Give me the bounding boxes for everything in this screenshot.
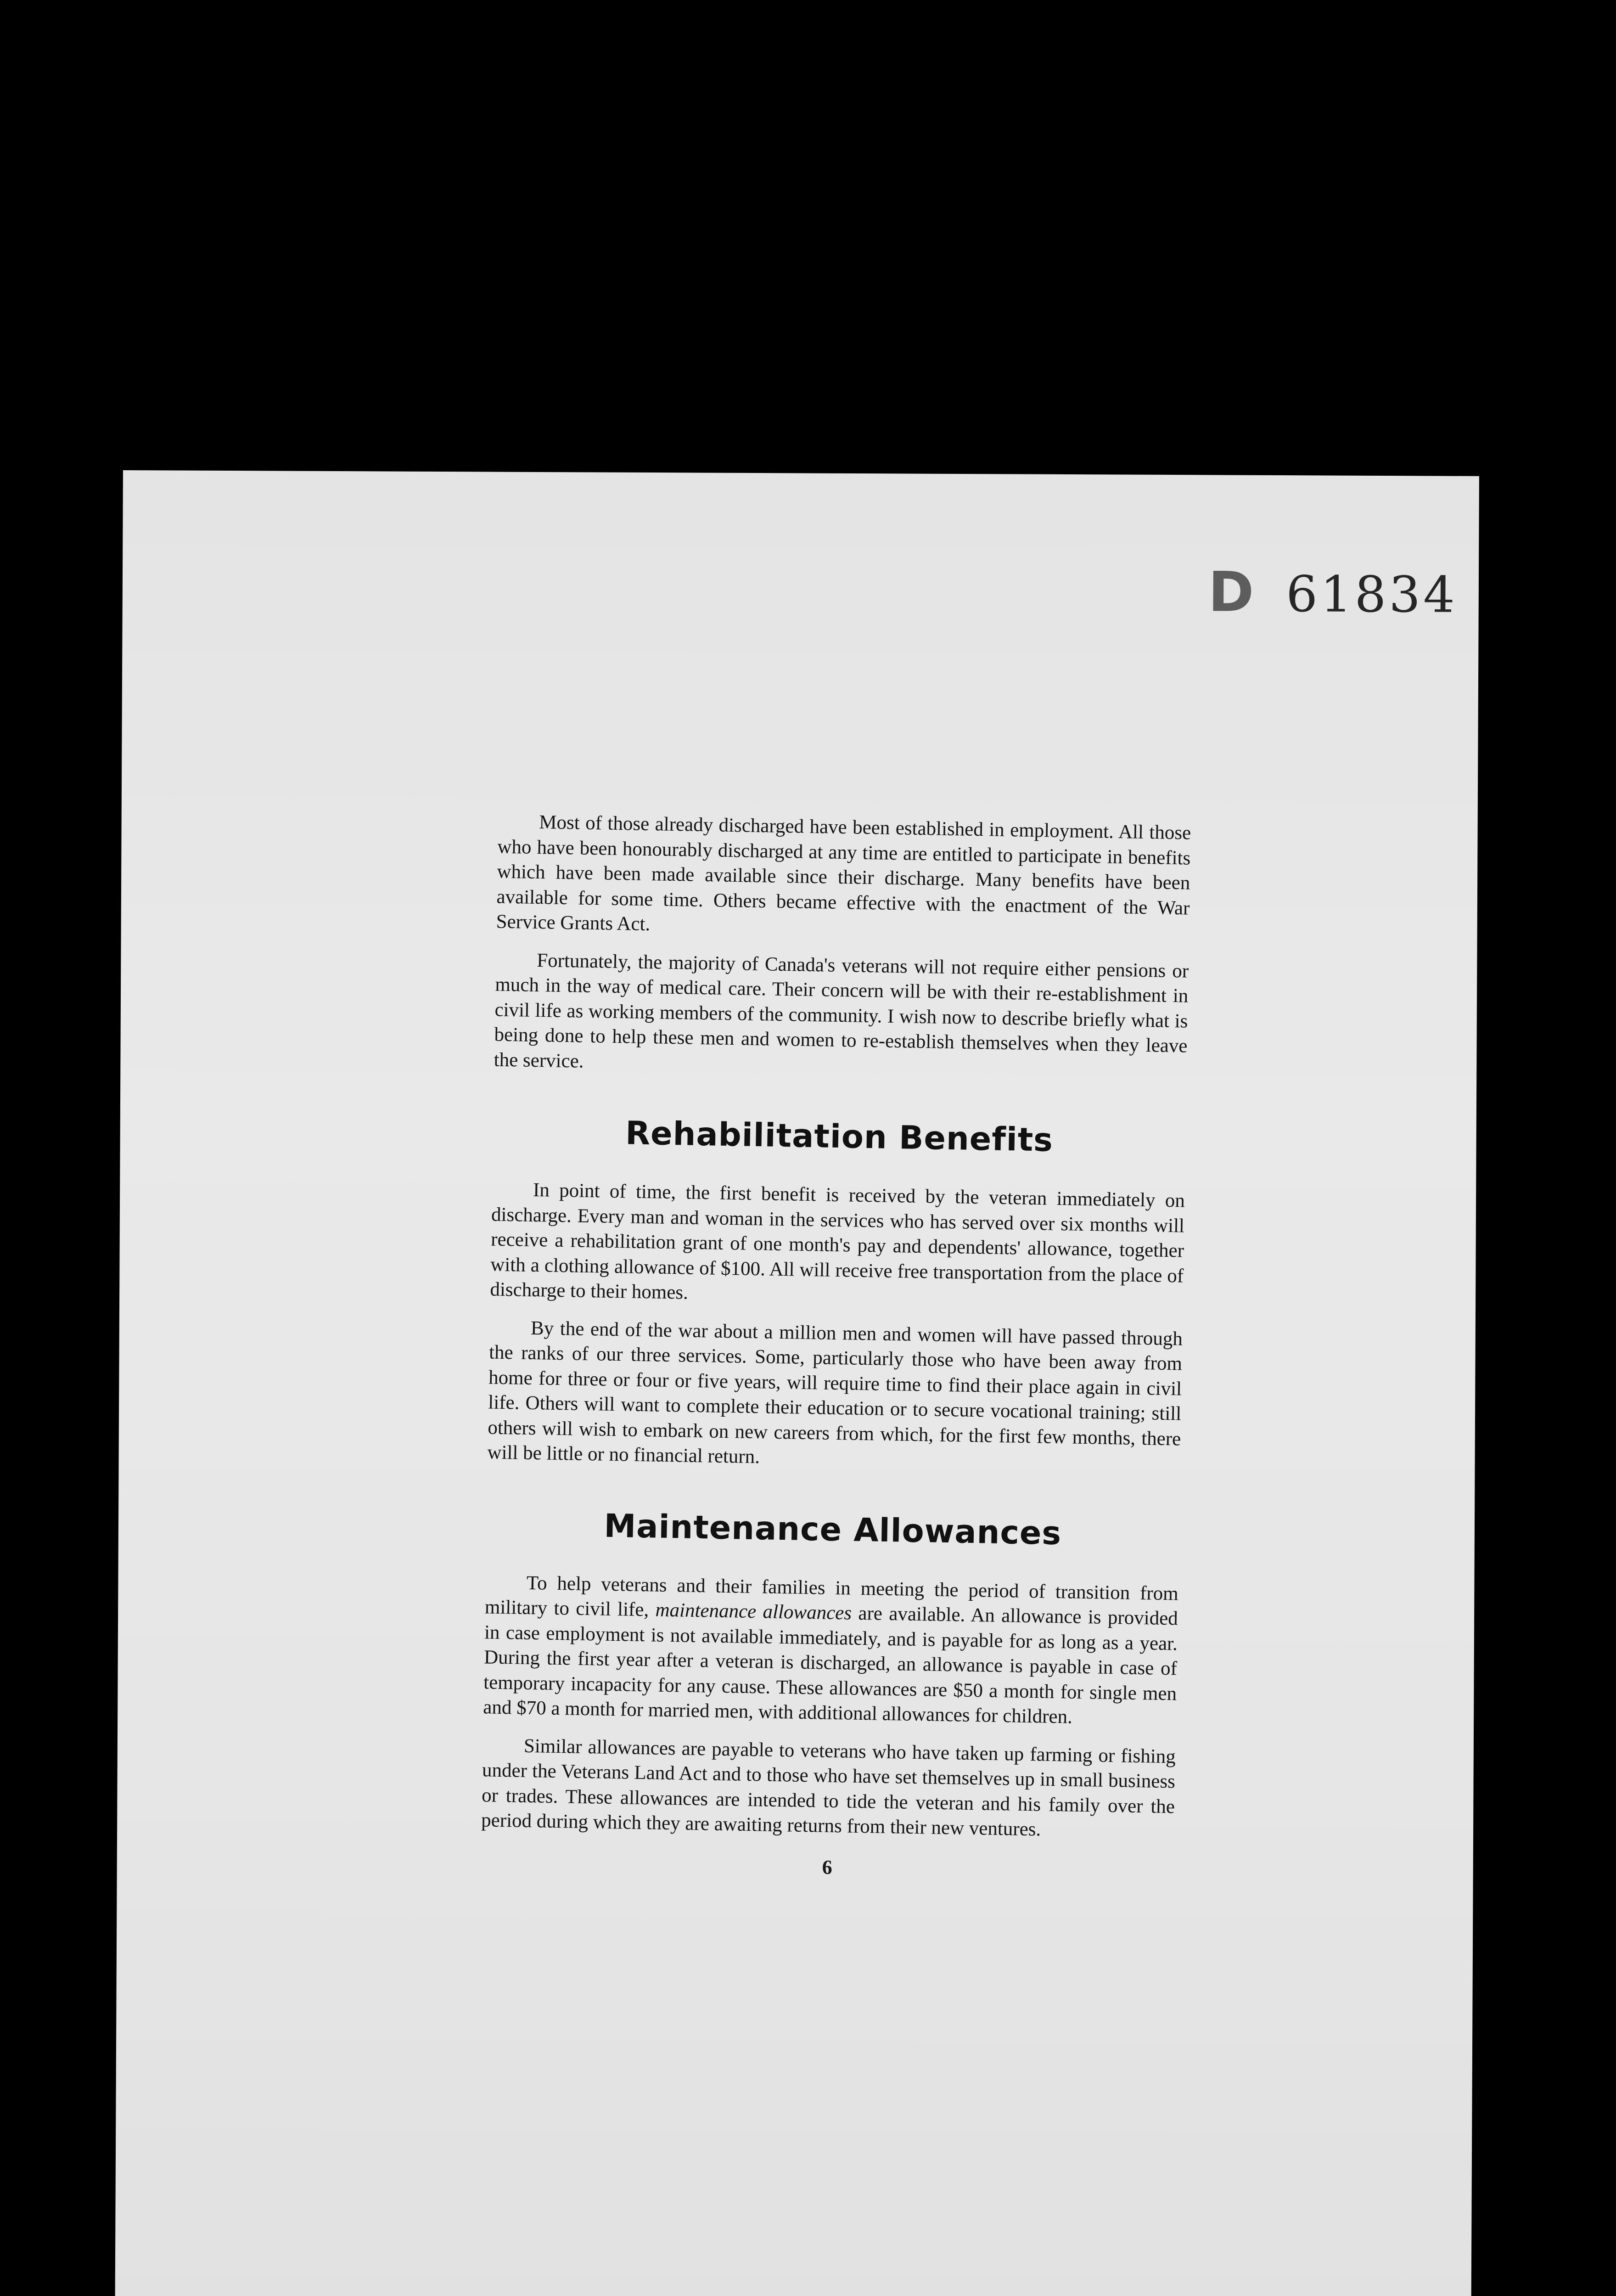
maintenance-heading: Maintenance Allowances bbox=[604, 1507, 1062, 1552]
maintenance-paragraph-2: Similar allowances are payable to veterans who have taken up farming or fishing under the Veterans Land Act and to those who have set themselves up in small business or trades. These allowances are intended to tide the veteran and his family over the period during which they are awaiting returns from their new ventures. bbox=[481, 1735, 1176, 1840]
stamp-letter: D bbox=[1208, 560, 1254, 625]
maintenance-paragraph-1 bbox=[483, 1570, 1178, 1732]
maintenance-allowances-italic: maintenance allowances bbox=[655, 1599, 852, 1624]
rehabilitation-paragraph-2: By the end of the war about a million men and women will have passed through the ranks of our three services. Some, particularly those who have been away from home for three or four or five years, will require time to find their place again in civil life. Others will want to complete their education or to secure vocational training; still others will wish to embark on new careers from which, for the first few months, there will be little or no financial return. bbox=[487, 1317, 1183, 1468]
rehabilitation-heading: Rehabilitation Benefits bbox=[625, 1114, 1054, 1159]
intro-paragraph-1: Most of those already discharged have been established in employment. All those who have been honourably discharged at any time are entitled to participate in benefits which have been made available since their discharge. Many benefits have been available for some time. Others became effective with the enactment of the War Service Grants Act. bbox=[496, 811, 1191, 935]
document-body bbox=[480, 810, 1191, 1885]
page-number: 6 bbox=[822, 1856, 833, 1879]
intro-paragraph-2: Fortunately, the majority of Canada's veterans will not require either pensions or much in the way of medical care. Their concern will be with their re-establishment in civil life as working members of the community. I wish now to describe briefly what is being done to help these men and women to re-establish themselves when they leave the service. bbox=[494, 949, 1189, 1072]
stamp-number: 61834 bbox=[1285, 566, 1458, 624]
rehabilitation-paragraph-1: In point of time, the first benefit is received by the veteran immediately on discharge. Every man and woman in the services who has served over six months will receive a rehabilitation grant of one month's pay and dependents' allowance, together with a clothing allowance of $100. All will receive free transportation from the place of discharge to their homes. bbox=[490, 1179, 1185, 1304]
maintenance-p1-start: To help veterans and their families in meeting the period of transition from military to civil life, bbox=[484, 1572, 1179, 1621]
archive-stamp bbox=[1208, 560, 1458, 625]
maintenance-p1-end: are available. An allowance is provided in case employment is not available immediately, and is payable for as long as a year. During the first year after a veteran is discharged, an allowance is payable in case of temporary incapacity for any cause. These allowances are $50 a month for single men and $70 a month for married men, with additional allowances for children. bbox=[483, 1602, 1178, 1728]
document-page bbox=[115, 470, 1479, 2296]
